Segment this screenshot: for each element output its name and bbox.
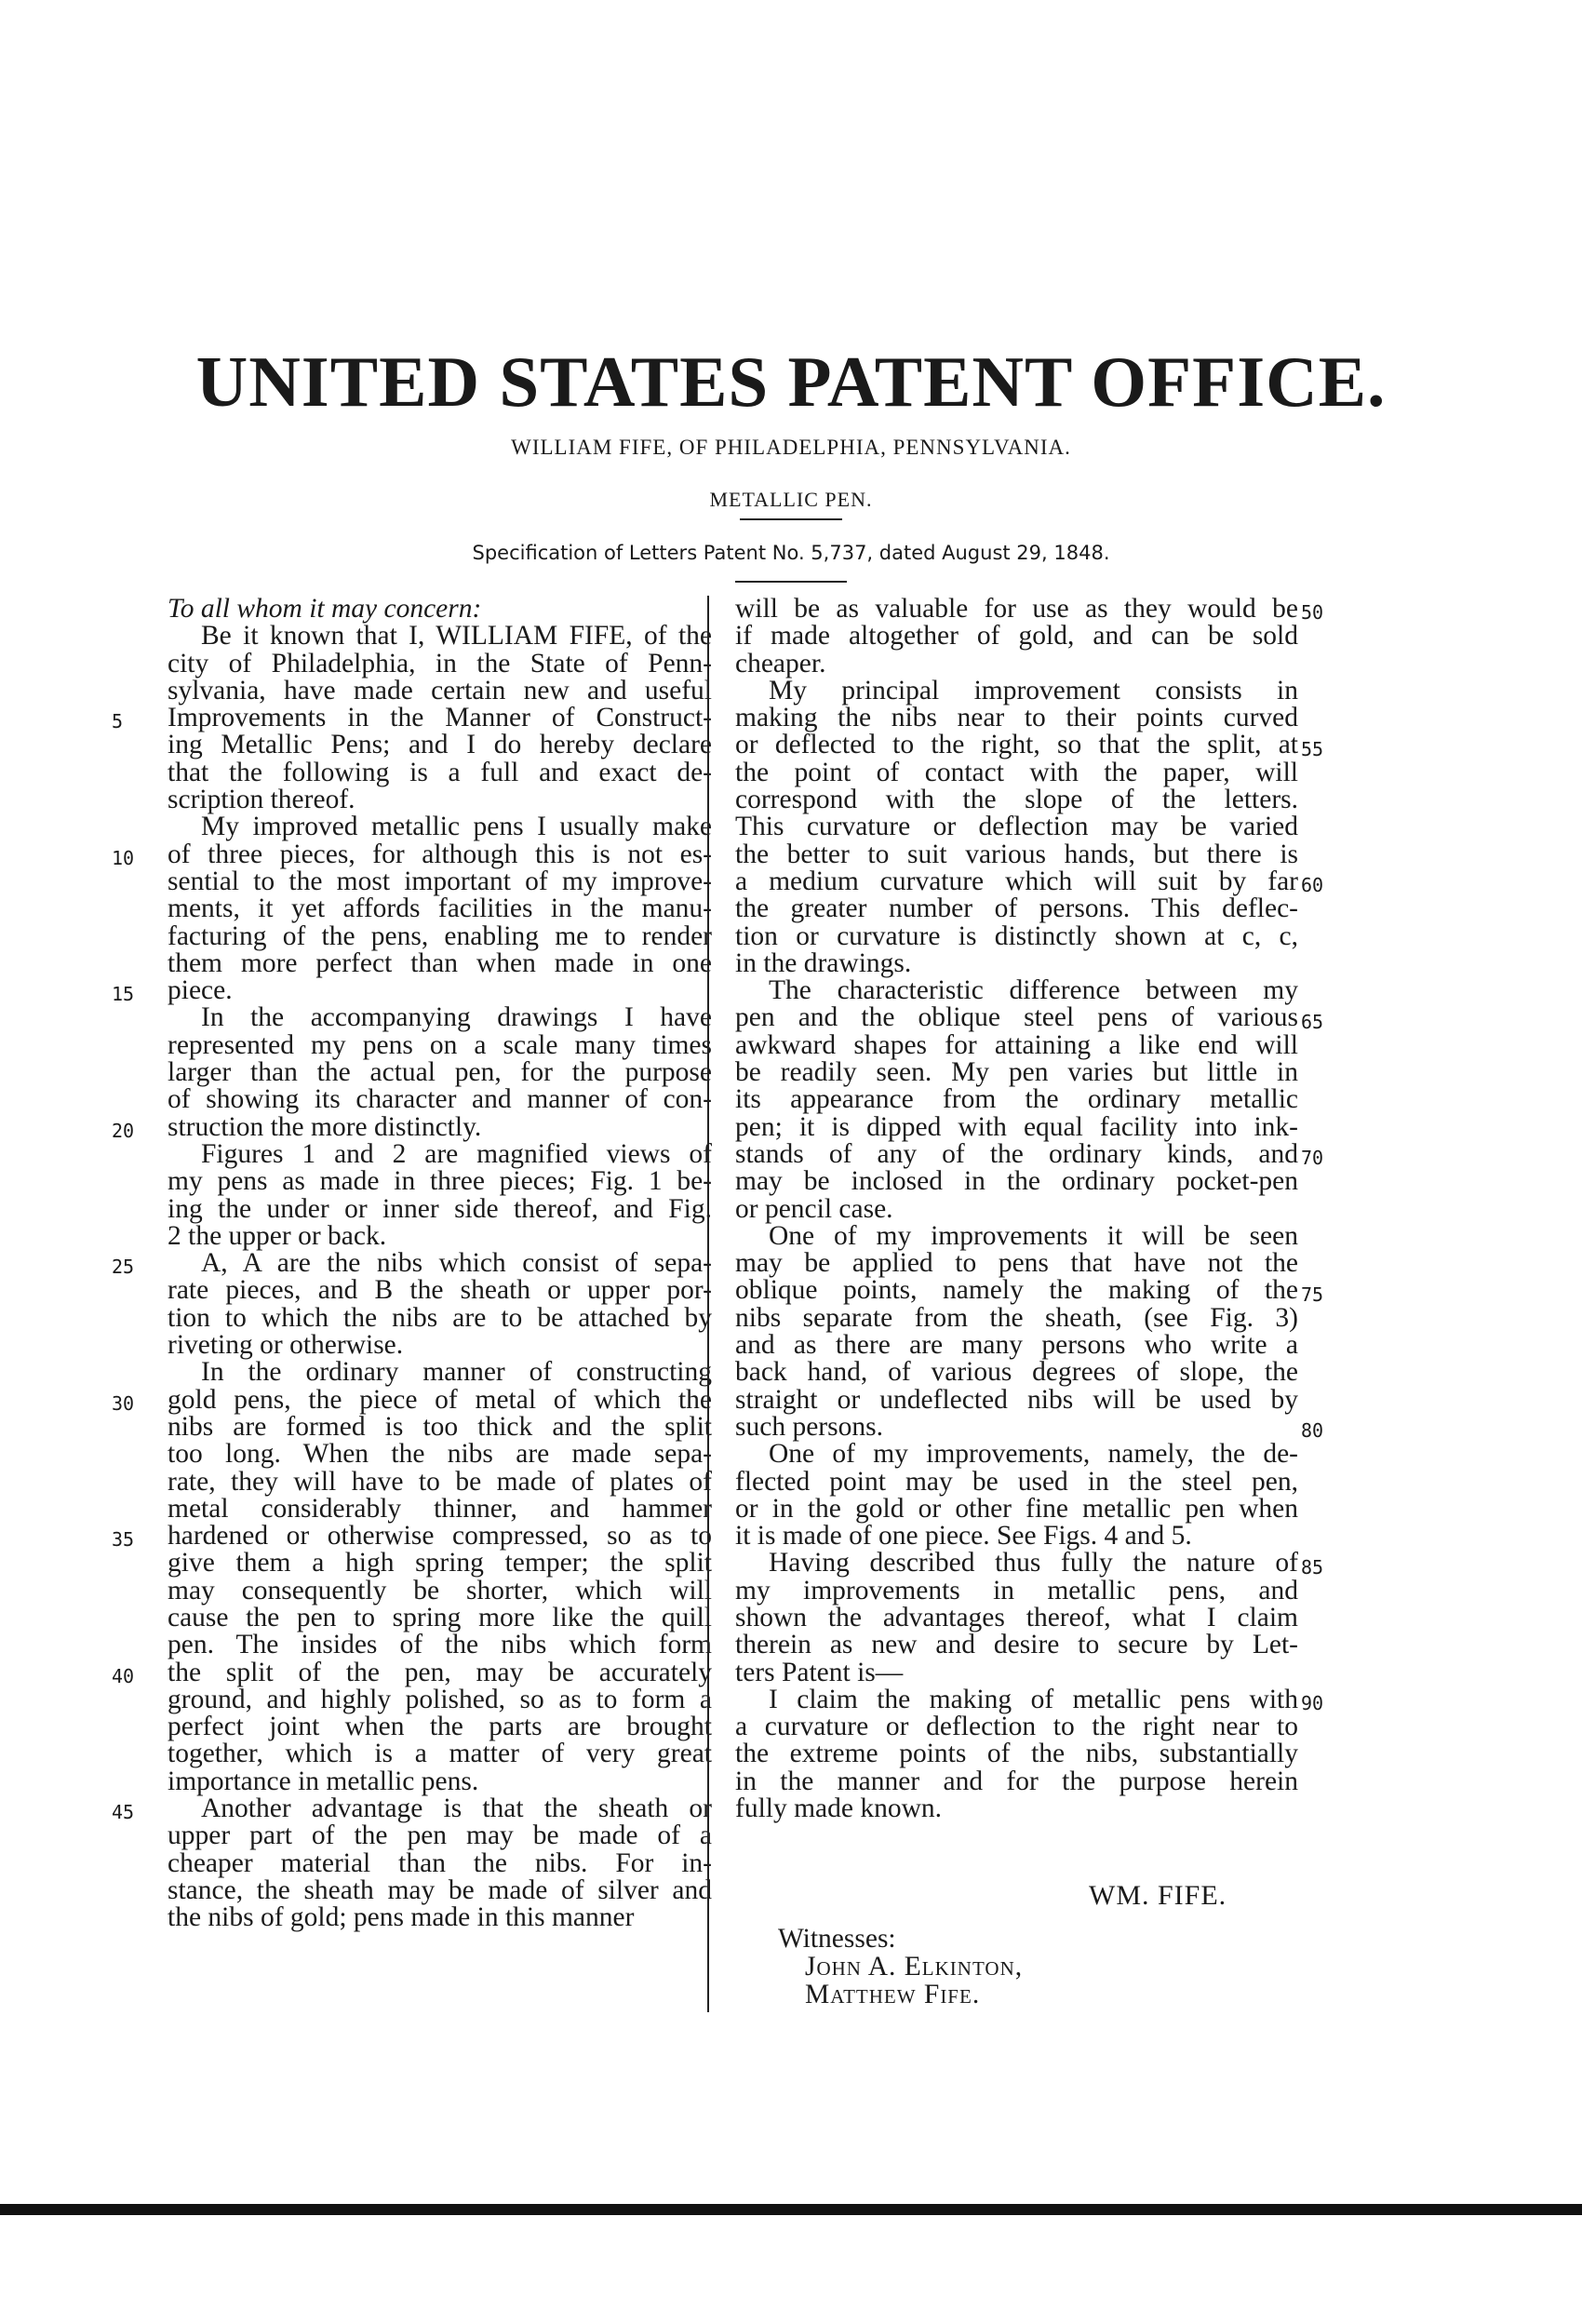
line-number: 80 [1301, 1419, 1324, 1442]
text-line: or pencil case. [735, 1193, 893, 1224]
line-number: 10 [112, 846, 135, 869]
text-line: metal considerably thinner, and hammer [168, 1493, 712, 1524]
text-line: piece. [168, 975, 233, 1006]
text-line: The characteristic difference between my [769, 975, 1298, 1006]
text-line: 2 the upper or back. [168, 1220, 387, 1251]
text-line: upper part of the pen may be made of a [168, 1820, 712, 1851]
left-column [168, 596, 712, 1932]
text-line: Another advantage is that the sheath or [201, 1793, 712, 1824]
text-line: a curvature or deflection to the right near to [735, 1712, 1298, 1742]
text-line: rate pieces, and B the sheath or upper por- [168, 1275, 712, 1306]
text-line: or in the gold or other fine metallic pen when [735, 1493, 1298, 1524]
page-bottom-bar [0, 2204, 1582, 2215]
line-number: 85 [1301, 1555, 1324, 1578]
text-line: One of my improvements it will be seen [769, 1220, 1298, 1251]
text-line: if made altogether of gold, and can be sold [735, 621, 1298, 652]
text-line: the extreme points of the nibs, substantially [735, 1739, 1298, 1769]
text-line: its appearance from the ordinary metallic [735, 1084, 1298, 1115]
text-line: fully made known. [735, 1793, 943, 1824]
text-line: To all whom it may concern: [168, 594, 482, 624]
text-line: stands of any of the ordinary kinds, and [735, 1138, 1298, 1169]
text-line: that the following is a full and exact de- [168, 757, 712, 787]
text-line: correspond with the slope of the letters. [735, 785, 1298, 815]
line-number: 35 [112, 1528, 135, 1552]
text-line: oblique points, namely the making of the [735, 1275, 1298, 1306]
text-line: tion or curvature is distinctly shown at c, c, [735, 920, 1298, 951]
text-line: I claim the making of metallic pens with [769, 1684, 1298, 1714]
text-line: shown the advantages thereof, what I claim [735, 1602, 1298, 1632]
text-line: in the drawings. [735, 947, 912, 978]
text-line: pen and the oblique steel pens of various [735, 1002, 1298, 1033]
text-line: nibs separate from the sheath, (see Fig. 3) [735, 1302, 1298, 1333]
witnesses-label: Witnesses: [778, 1924, 896, 1954]
title-rule [740, 518, 842, 520]
specification-line: Specification of Letters Patent No. 5,737, dated August 29, 1848. [472, 542, 1110, 564]
text-line: the better to suit various hands, but there is [735, 839, 1298, 869]
text-line: cheaper material than the nibs. For in- [168, 1847, 712, 1878]
text-line: of showing its character and manner of con- [168, 1084, 712, 1115]
text-line: In the accompanying drawings I have [201, 1002, 712, 1033]
line-number: 70 [1301, 1147, 1324, 1169]
text-line: My principal improvement consists in [769, 675, 1298, 705]
line-number: 50 [1301, 601, 1324, 624]
invention-title: METALLIC PEN. [709, 488, 873, 511]
text-line: Be it known that I, WILLIAM FIFE, of the [201, 621, 712, 652]
text-line: stance, the sheath may be made of silver and [168, 1874, 712, 1905]
inventor-signature: WM. FIFE. [1089, 1880, 1227, 1911]
text-line: In the ordinary manner of constructing [201, 1357, 712, 1388]
text-line: sylvania, have made certain new and useful [168, 675, 712, 705]
text-line: my improvements in metallic pens, and [735, 1575, 1298, 1605]
text-line: the point of contact with the paper, will [735, 757, 1298, 787]
text-line: give them a high spring temper; the split [168, 1548, 712, 1578]
text-line: straight or undeflected nibs will be used by [735, 1384, 1298, 1415]
text-line: perfect joint when the parts are brought [168, 1712, 712, 1742]
text-line: and as there are many persons who write a [735, 1330, 1298, 1361]
text-line: ments, it yet affords facilities in the manu- [168, 893, 712, 924]
text-line: ing Metallic Pens; and I do hereby declare [168, 730, 712, 760]
text-line: nibs are formed is too thick and the split [168, 1411, 712, 1442]
text-line: may be inclosed in the ordinary pocket-pen [735, 1166, 1298, 1197]
text-line: pen; it is dipped with equal facility into ink- [735, 1111, 1298, 1142]
text-line: of three pieces, for although this is not es- [168, 839, 712, 869]
line-number: 90 [1301, 1692, 1324, 1714]
text-line: My improved metallic pens I usually make [201, 812, 712, 842]
column-divider [707, 596, 709, 2012]
text-line: gold pens, the piece of metal of which the [168, 1384, 712, 1415]
text-line: Having described thus fully the nature of [769, 1548, 1298, 1578]
text-line: back hand, of various degrees of slope, the [735, 1357, 1298, 1388]
text-line: Improvements in the Manner of Construct- [168, 703, 712, 733]
text-line: This curvature or deflection may be varied [735, 812, 1298, 842]
text-line: may be applied to pens that have not the [735, 1248, 1298, 1279]
text-line: sential to the most important of my improve- [168, 866, 712, 896]
text-line: or deflected to the right, so that the split, at [735, 730, 1298, 760]
witness-name: John A. Elkinton, [805, 1952, 1024, 1981]
line-number: 75 [1301, 1283, 1324, 1306]
line-number: 30 [112, 1391, 135, 1415]
text-line: struction the more distinctly. [168, 1111, 482, 1142]
text-line: cause the pen to spring more like the quill [168, 1602, 712, 1632]
text-line: such persons. [735, 1411, 883, 1442]
text-line: awkward shapes for attaining a like end will [735, 1029, 1298, 1060]
text-line: flected point may be used in the steel pen, [735, 1466, 1298, 1497]
line-number: 60 [1301, 874, 1324, 896]
text-line: it is made of one piece. See Figs. 4 and 5. [735, 1521, 1192, 1552]
spec-rule [735, 581, 847, 583]
text-line: pen. The insides of the nibs which form [168, 1630, 712, 1660]
line-number: 45 [112, 1801, 135, 1824]
text-line: city of Philadelphia, in the State of Penn- [168, 648, 712, 678]
text-line: facturing of the pens, enabling me to render [168, 920, 712, 951]
text-line: may consequently be shorter, which will [168, 1575, 712, 1605]
text-line: in the manner and for the purpose herein [735, 1766, 1298, 1796]
text-line: cheaper. [735, 648, 826, 678]
text-line: the nibs of gold; pens made in this manner [168, 1902, 635, 1933]
text-line: making the nibs near to their points curved [735, 703, 1298, 733]
text-line: rate, they will have to be made of plates of [168, 1466, 712, 1497]
inventor-line: WILLIAM FIFE, OF PHILADELPHIA, PENNSYLVANIA. [511, 436, 1071, 459]
text-line: A, A are the nibs which consist of sepa- [201, 1248, 712, 1279]
text-line: the greater number of persons. This deflec- [735, 893, 1298, 924]
line-number: 40 [112, 1664, 135, 1687]
text-line: larger than the actual pen, for the purpose [168, 1057, 712, 1088]
text-line: them more perfect than when made in one [168, 947, 712, 978]
line-number: 65 [1301, 1010, 1324, 1033]
text-line: will be as valuable for use as they would be [735, 594, 1298, 624]
witness-name: Matthew Fife. [805, 1980, 981, 2009]
line-number: 20 [112, 1119, 135, 1142]
text-line: importance in metallic pens. [168, 1766, 479, 1796]
text-line: ters Patent is— [735, 1657, 904, 1687]
line-number: 15 [112, 983, 135, 1006]
text-line: the split of the pen, may be accurately [168, 1657, 712, 1687]
text-line: Figures 1 and 2 are magnified views of [201, 1138, 712, 1169]
text-line: therein as new and desire to secure by Let- [735, 1630, 1298, 1660]
text-line: represented my pens on a scale many times [168, 1029, 712, 1060]
text-line: scription thereof. [168, 785, 355, 815]
text-line: riveting or otherwise. [168, 1330, 404, 1361]
text-line: tion to which the nibs are to be attached by [168, 1302, 712, 1333]
text-line: ground, and highly polished, so as to form a [168, 1684, 712, 1714]
right-column [735, 596, 1298, 1822]
line-number: 25 [112, 1256, 135, 1279]
text-line: my pens as made in three pieces; Fig. 1 be- [168, 1166, 712, 1197]
text-line: be readily seen. My pen varies but little in [735, 1057, 1298, 1088]
text-line: too long. When the nibs are made sepa- [168, 1439, 712, 1470]
text-line: One of my improvements, namely, the de- [769, 1439, 1298, 1470]
office-title: UNITED STATES PATENT OFFICE. [195, 342, 1387, 422]
line-number: 5 [112, 710, 124, 733]
line-number: 55 [1301, 737, 1324, 760]
text-line: hardened or otherwise compressed, so as to [168, 1521, 712, 1552]
text-line: together, which is a matter of very great [168, 1739, 712, 1769]
text-line: a medium curvature which will suit by far [735, 866, 1298, 896]
text-line: ing the under or inner side thereof, and Fig. [168, 1193, 712, 1224]
